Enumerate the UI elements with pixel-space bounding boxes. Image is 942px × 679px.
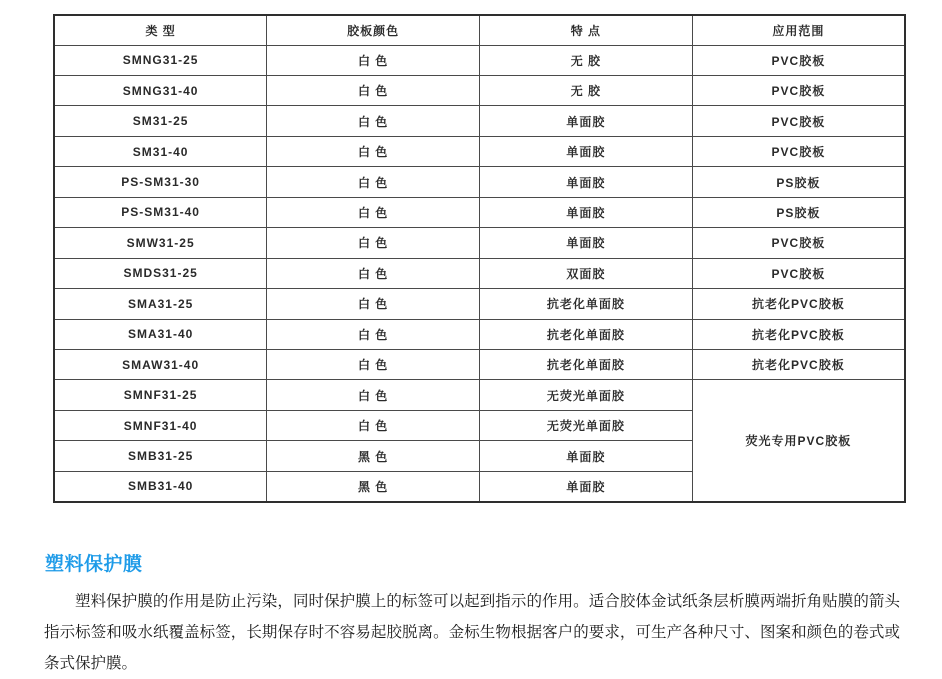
cell-feature: 单面胶 [480,167,693,197]
cell-application: PS胶板 [692,167,905,197]
cell-color: 黑 色 [267,471,480,502]
cell-feature: 单面胶 [480,197,693,227]
cell-color: 白 色 [267,106,480,136]
header-type: 类 型 [54,15,267,45]
cell-color: 白 色 [267,167,480,197]
cell-feature: 双面胶 [480,258,693,288]
cell-feature: 抗老化单面胶 [480,289,693,319]
cell-feature: 单面胶 [480,441,693,471]
cell-application: PVC胶板 [692,228,905,258]
table-row [54,380,905,410]
cell-color: 白 色 [267,228,480,258]
cell-feature: 无 胶 [480,75,693,105]
cell-color: 白 色 [267,136,480,166]
cell-feature: 无荧光单面胶 [480,410,693,440]
header-application: 应用范围 [692,15,905,45]
table-row [54,350,905,380]
cell-type: SMAW31-40 [54,350,267,380]
cell-type: SMDS31-25 [54,258,267,288]
product-spec-table [53,14,906,503]
cell-type: SMW31-25 [54,228,267,258]
cell-type: SMNG31-40 [54,75,267,105]
cell-application: PVC胶板 [692,106,905,136]
table-row [54,319,905,349]
cell-color: 白 色 [267,350,480,380]
table-row [54,106,905,136]
cell-application: 抗老化PVC胶板 [692,289,905,319]
cell-feature: 抗老化单面胶 [480,319,693,349]
cell-type: SMNF31-25 [54,380,267,410]
cell-color: 白 色 [267,380,480,410]
cell-type: SM31-40 [54,136,267,166]
cell-color: 白 色 [267,289,480,319]
cell-type: SMB31-40 [54,471,267,502]
cell-feature: 单面胶 [480,471,693,502]
cell-application-merged: 荧光专用PVC胶板 [692,380,905,502]
cell-type: SMNG31-25 [54,45,267,75]
cell-type: SMB31-25 [54,441,267,471]
cell-type: PS-SM31-30 [54,167,267,197]
table-row [54,228,905,258]
cell-application: 抗老化PVC胶板 [692,319,905,349]
table-row [54,197,905,227]
cell-feature: 无 胶 [480,45,693,75]
table-row [54,258,905,288]
cell-feature: 单面胶 [480,228,693,258]
cell-application: 抗老化PVC胶板 [692,350,905,380]
table-header-row [54,15,905,45]
cell-feature: 单面胶 [480,106,693,136]
cell-feature: 单面胶 [480,136,693,166]
cell-type: SM31-25 [54,106,267,136]
cell-type: PS-SM31-40 [54,197,267,227]
header-color: 胶板颜色 [267,15,480,45]
cell-color: 白 色 [267,45,480,75]
table-row [54,289,905,319]
section-title: 塑料保护膜 [45,554,143,575]
cell-type: SMNF31-40 [54,410,267,440]
cell-color: 白 色 [267,197,480,227]
cell-application: PS胶板 [692,197,905,227]
cell-application: PVC胶板 [692,75,905,105]
section-paragraph: 塑料保护膜的作用是防止污染，同时保护膜上的标签可以起到指示的作用。适合胶体金试纸条层析膜两端折角贴膜的箭头指示标签和吸水纸覆盖标签，长期保存时不容易起胶脱离。金标生物根据客户的要求，可生产各种尺寸、图案和颜色的卷式或条式保护膜。 [44,593,900,672]
cell-feature: 无荧光单面胶 [480,380,693,410]
cell-color: 白 色 [267,258,480,288]
cell-type: SMA31-40 [54,319,267,349]
table-row [54,167,905,197]
table-row [54,45,905,75]
cell-color: 白 色 [267,410,480,440]
cell-application: PVC胶板 [692,258,905,288]
table-row [54,136,905,166]
header-feature: 特 点 [480,15,693,45]
cell-color: 黑 色 [267,441,480,471]
table-row [54,75,905,105]
cell-application: PVC胶板 [692,45,905,75]
cell-type: SMA31-25 [54,289,267,319]
cell-feature: 抗老化单面胶 [480,350,693,380]
cell-color: 白 色 [267,75,480,105]
cell-color: 白 色 [267,319,480,349]
cell-application: PVC胶板 [692,136,905,166]
